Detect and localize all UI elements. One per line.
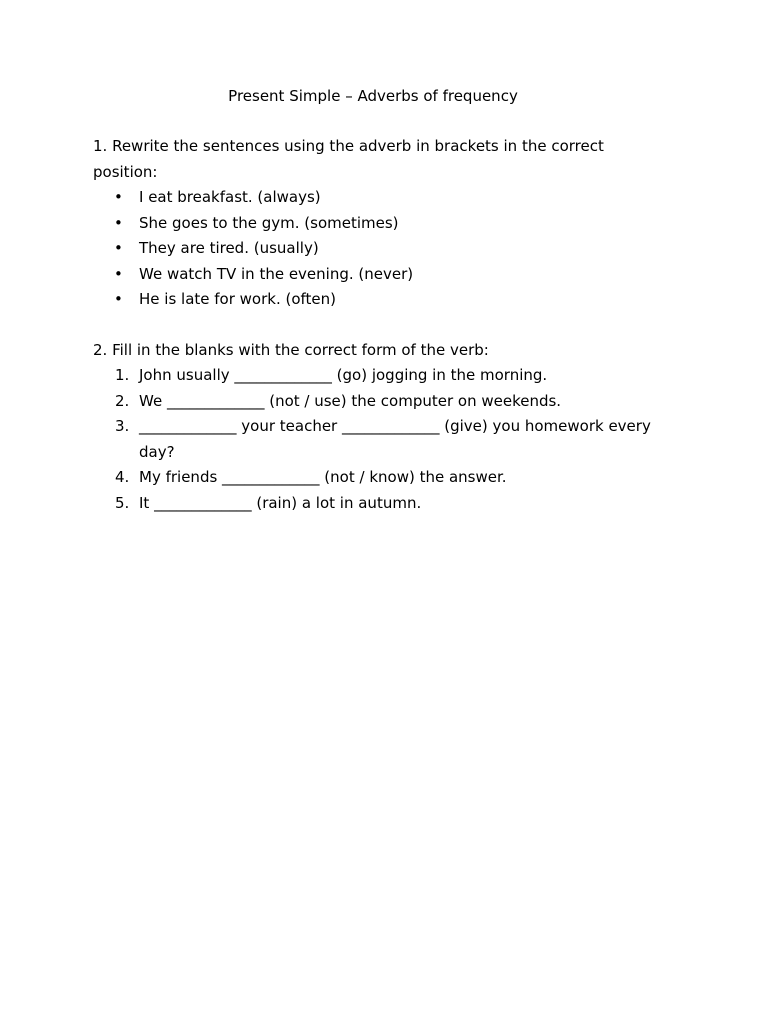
list-item-text: We watch TV in the evening. (never) (139, 264, 414, 283)
list-item (93, 185, 653, 211)
worksheet-page (93, 84, 653, 516)
bullet-icon: • (114, 290, 123, 308)
list-item (93, 491, 653, 517)
page-title: Present Simple – Adverbs of frequency (228, 87, 518, 105)
exercise-1 (93, 134, 653, 313)
bullet-icon: • (114, 264, 123, 283)
list-item-text: He is late for work. (often) (139, 290, 337, 308)
list-item-text: My friends _____________ (not / know) the answer. (139, 468, 507, 486)
list-item-number: 2. (115, 391, 130, 410)
exercise-1-instruction: 1. Rewrite the sentences using the adverb in brackets in the correct position: (93, 137, 604, 181)
list-item-text: _____________ your teacher _____________ (give) you homework every day? (139, 417, 651, 461)
list-item (93, 389, 653, 415)
list-item-number: 3. (115, 417, 130, 435)
list-item-number: 1. (115, 366, 130, 384)
list-item-number: 4. (115, 468, 130, 486)
exercise-2-list (93, 363, 653, 516)
exercise-2 (93, 338, 653, 517)
list-item (93, 211, 653, 237)
exercise-1-list (93, 185, 653, 313)
list-item-text: I eat breakfast. (always) (139, 188, 321, 206)
list-item (93, 236, 653, 262)
list-item-text: They are tired. (usually) (139, 239, 319, 257)
bullet-icon: • (114, 239, 123, 257)
bullet-icon: • (114, 213, 123, 232)
list-item (93, 287, 653, 313)
list-item-text: We _____________ (not / use) the computer on weekends. (139, 391, 562, 410)
list-item (93, 465, 653, 491)
bullet-icon: • (114, 188, 123, 206)
list-item-text: It _____________ (rain) a lot in autumn. (139, 493, 422, 512)
list-item (93, 414, 653, 465)
list-item-text: John usually _____________ (go) jogging in the morning. (139, 366, 548, 384)
exercise-2-instruction: 2. Fill in the blanks with the correct form of the verb: (93, 340, 489, 359)
list-item (93, 262, 653, 288)
list-item-text: She goes to the gym. (sometimes) (139, 213, 399, 232)
list-item-number: 5. (115, 493, 130, 512)
list-item (93, 363, 653, 389)
